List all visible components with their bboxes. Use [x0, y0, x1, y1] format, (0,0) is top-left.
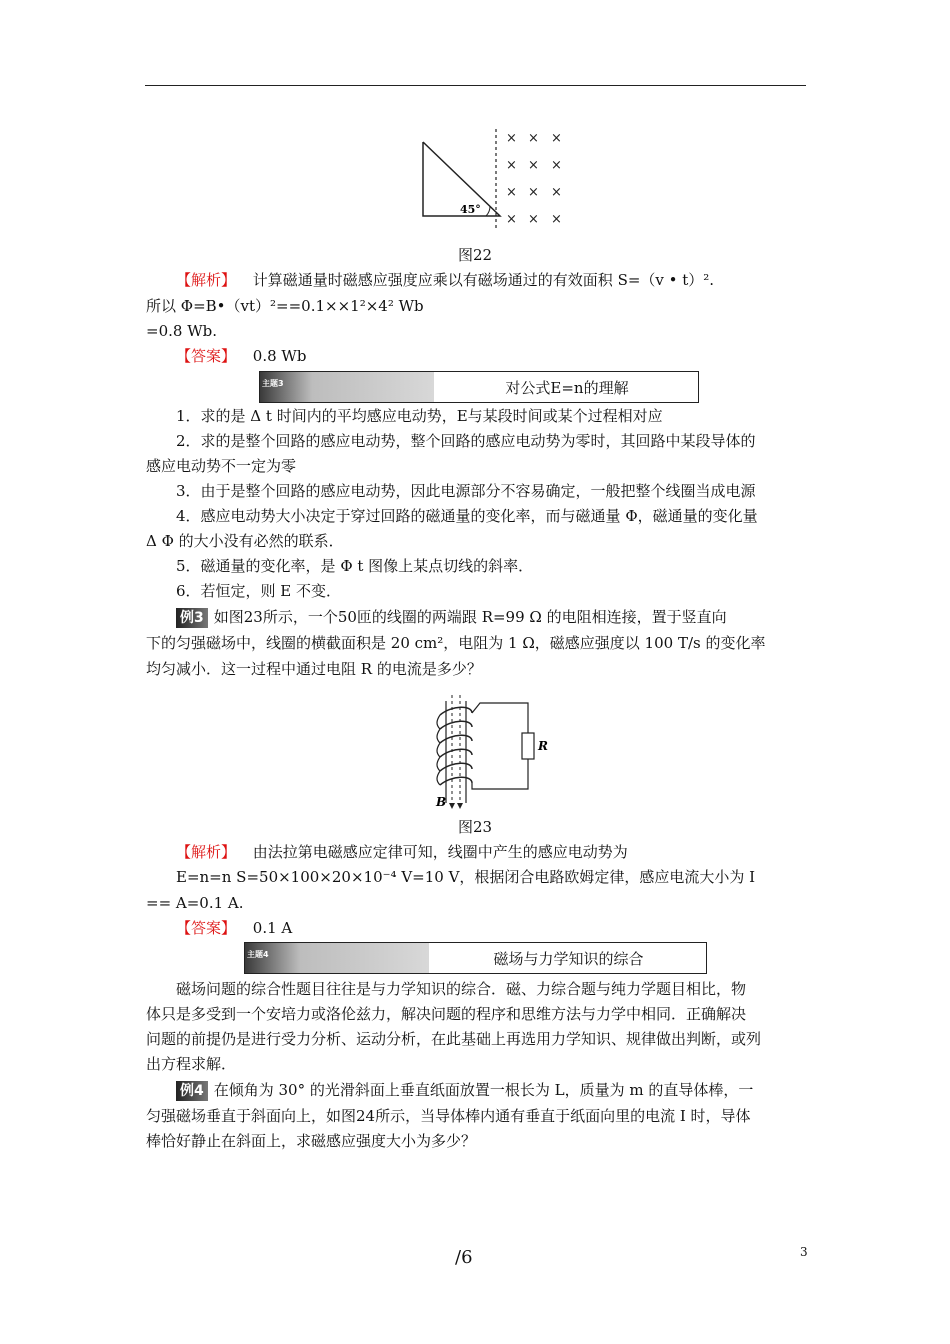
topic3-item: 5．磁通量的变化率，是 Φ t 图像上某点切线的斜率．: [176, 557, 534, 575]
topic3-item: Δ Φ 的大小没有必然的联系．: [146, 532, 344, 550]
field-cross: ×: [506, 158, 517, 173]
field-cross: ×: [528, 212, 539, 227]
field-cross: ×: [551, 185, 562, 200]
field-cross: ×: [551, 212, 562, 227]
ex2-solution: [176, 270, 714, 290]
topic-4-badge: 主题4: [247, 950, 269, 959]
ex3-question-line2: 下的匀强磁场中，线圈的横截面积是 20 cm²，电阻为 1 Ω，磁感应强度以 100 T/s 的变化率: [146, 634, 766, 652]
topic3-item: 4．感应电动势大小决定于穿过回路的磁通量的变化率，而与磁通量 Φ，磁通量的变化量: [176, 507, 758, 525]
jiexi-tag: 【解析】: [176, 843, 237, 861]
ex4-label: 例4: [176, 1081, 208, 1101]
jiexi-text: 计算磁通量时磁感应强度应乘以有磁场通过的有效面积 S=（v • t）².: [252, 271, 715, 289]
field-cross: ×: [506, 185, 517, 200]
b-field-label: B: [436, 795, 447, 809]
figure-23: [432, 693, 552, 811]
ex3-line2: E=n=n S=50×100×20×10⁻⁴ V=10 V，根据闭合电路欧姆定律，感应电流大小为 I: [176, 868, 756, 886]
topic4-para-line: 体只是多受到一个安培力或洛伦兹力，解决问题的程序和思维方法与力学中相同．正确解决: [146, 1005, 747, 1023]
topic-4-gradient: [245, 943, 429, 973]
topic4-para-line: 磁场问题的综合性题目往往是与力学知识的综合．磁、力综合题与纯力学题目相比，物: [176, 980, 747, 998]
ex2-line2: 所以 Φ=B•（vt）²==0.1××1²×4² Wb: [146, 297, 424, 315]
topic-4-title: 磁场与力学知识的综合: [493, 950, 644, 968]
ex3-label: 例3: [176, 608, 208, 628]
resistor-label: R: [538, 739, 548, 753]
topic-3-badge: 主题3: [262, 379, 284, 388]
topic4-para-line: 出方程求解．: [146, 1055, 237, 1073]
daan-tag: 【答案】: [176, 347, 237, 365]
topic3-item: 6．若恒定，则 E 不变．: [176, 582, 342, 600]
ex3-line3: == A=0.1 A.: [146, 894, 244, 912]
ex4-question-line2: 匀强磁场垂直于斜面向上，如图24所示，当导体棒内通有垂直于纸面向里的电流 I 时，导体: [146, 1107, 751, 1125]
angle-label: 45°: [460, 203, 481, 216]
jiexi-tag: 【解析】: [176, 271, 237, 289]
topic4-para-line: 问题的前提仍是进行受力分析、运动分析，在此基础上再选用力学知识、规律做出判断，或列: [146, 1030, 762, 1048]
daan-text: 0.8 Wb: [252, 347, 307, 365]
header-rule: [145, 85, 806, 86]
field-cross: ×: [551, 158, 562, 173]
ex3-text: 如图23所示，一个50匝的线圈的两端跟 R=99 Ω 的电阻相连接，置于竖直向: [213, 608, 727, 626]
topic3-item: 1．求的是 Δ t 时间内的平均感应电动势，E与某段时间或某个过程相对应: [176, 407, 663, 425]
topic3-item: 3．由于是整个回路的感应电动势，因此电源部分不容易确定，一般把整个线圈当成电源: [176, 482, 756, 500]
ex3-question-line3: 均匀减小．这一过程中通过电阻 R 的电流是多少？: [146, 660, 482, 678]
ex2-line3: =0.8 Wb.: [146, 322, 217, 340]
daan-tag: 【答案】: [176, 919, 237, 937]
field-cross: ×: [528, 158, 539, 173]
ex4-text: 在倾角为 30° 的光滑斜面上垂直纸面放置一根长为 L，质量为 m 的直导体棒，一: [213, 1081, 754, 1099]
ex3-question-line1: [176, 607, 727, 628]
page-number: 3: [800, 1245, 808, 1259]
figure-22: [418, 124, 568, 229]
figure-22-caption: 图22: [457, 246, 493, 264]
ex4-question-line3: 棒恰好静止在斜面上，求磁感应强度大小为多少？: [146, 1132, 477, 1150]
field-cross: ×: [506, 131, 517, 146]
topic-3-gradient: [260, 372, 434, 402]
jiexi-text: 由法拉第电磁感应定律可知，线圈中产生的感应电动势为: [252, 843, 628, 861]
ex3-answer: [176, 918, 292, 938]
ex3-solution: [176, 842, 628, 862]
daan-text: 0.1 A: [252, 919, 293, 937]
field-cross: ×: [528, 185, 539, 200]
topic-3-title: 对公式E=n的理解: [505, 379, 629, 397]
ex4-question-line1: [176, 1080, 753, 1101]
figure-23-caption: 图23: [457, 818, 493, 836]
topic3-item: 2．求的是整个回路的感应电动势，整个回路的感应电动势为零时，其回路中某段导体的: [176, 432, 756, 450]
page-total: /6: [455, 1247, 473, 1268]
topic-4-banner: [244, 942, 707, 974]
topic-3-banner: [259, 371, 699, 403]
topic3-item: 感应电动势不一定为零: [146, 457, 297, 475]
field-cross: ×: [506, 212, 517, 227]
field-cross: ×: [528, 131, 539, 146]
ex2-answer: [176, 346, 306, 366]
field-cross: ×: [551, 131, 562, 146]
